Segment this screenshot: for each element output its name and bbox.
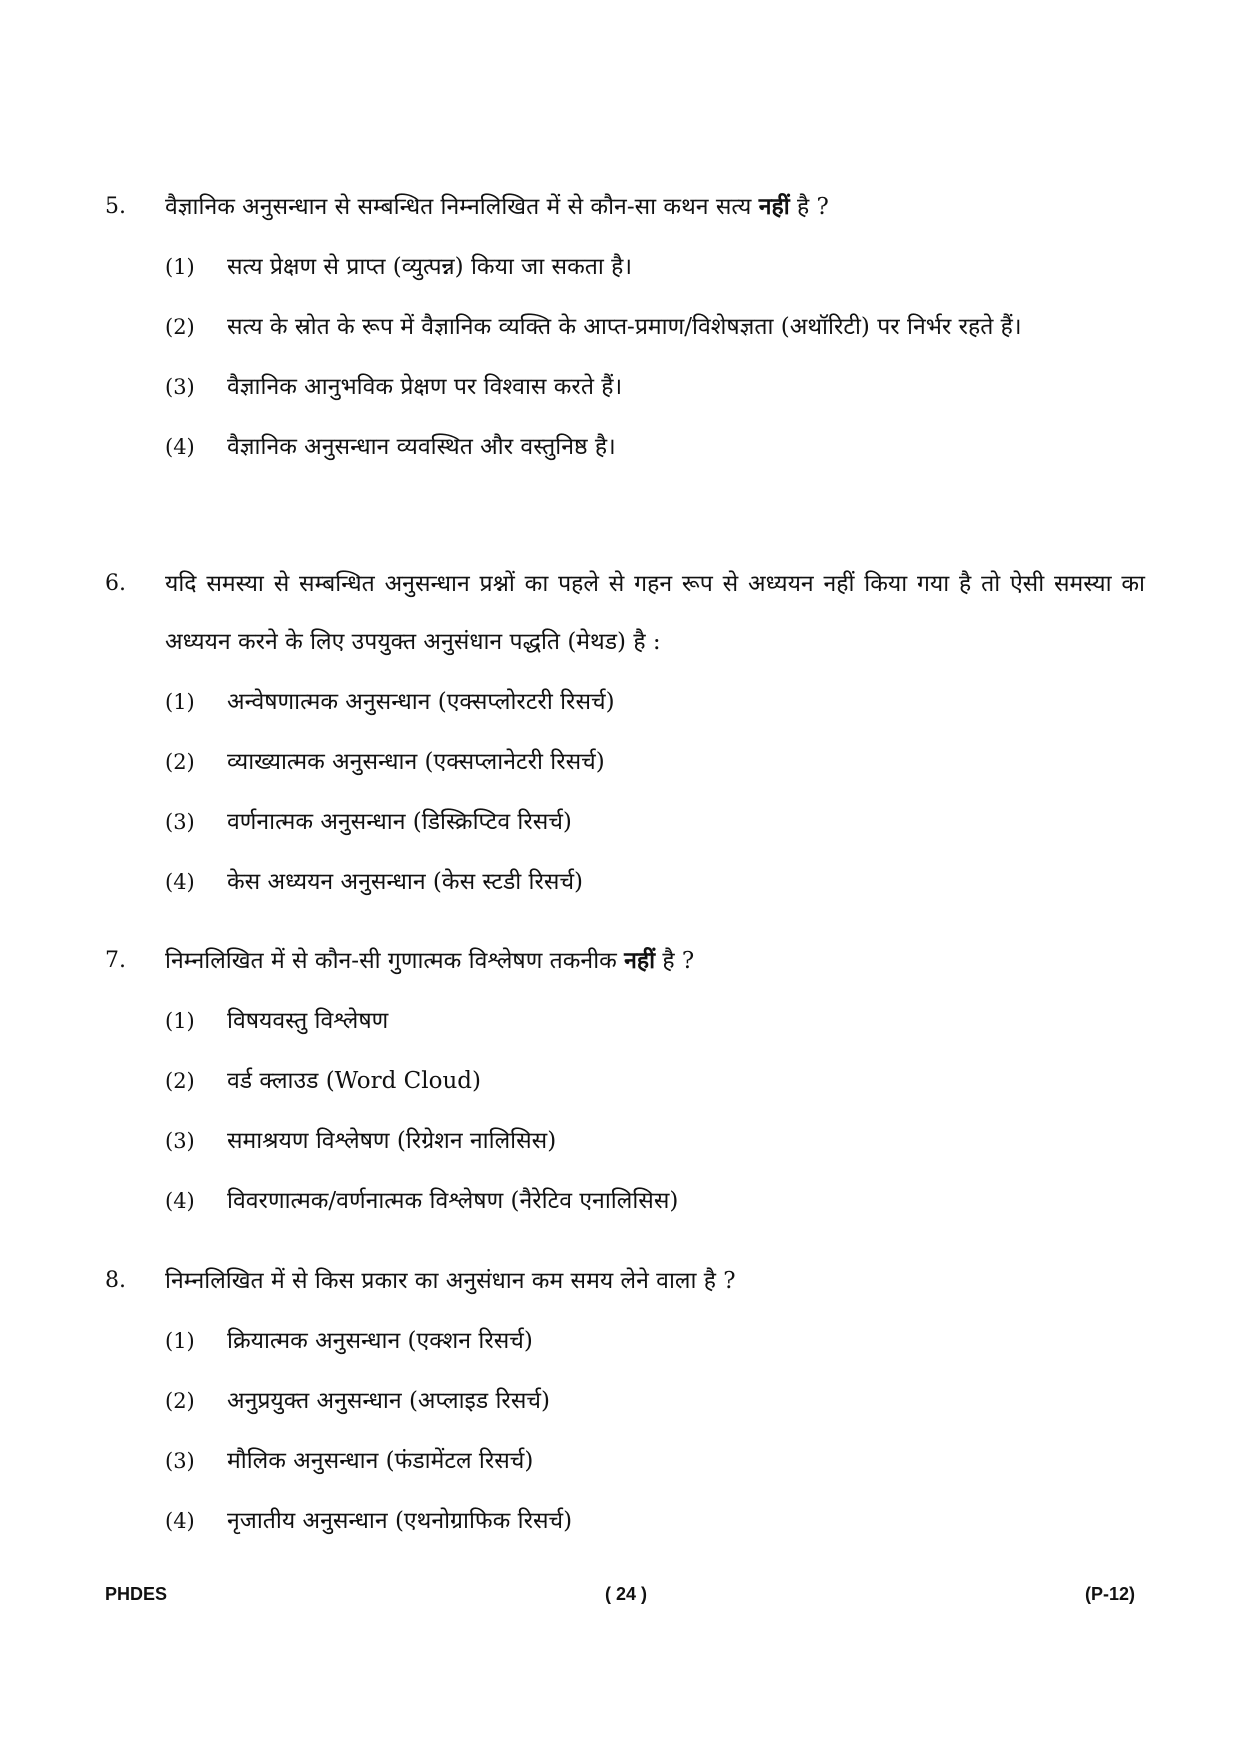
option-number: (3) — [165, 1129, 195, 1153]
page-footer — [105, 1584, 1135, 1605]
option — [165, 1312, 1145, 1370]
page-number: ( 24 ) — [604, 1584, 647, 1604]
option-list — [165, 238, 1145, 476]
question-stem — [105, 932, 1145, 990]
option-number: (1) — [165, 255, 195, 279]
option-text: वर्ड क्लाउड (Word Cloud) — [227, 1068, 481, 1094]
question-text — [165, 555, 1145, 671]
option-text: समाश्रयण विश्लेषण (रिग्रेशन नालिसिस) — [227, 1128, 557, 1154]
question-stem — [105, 178, 1145, 236]
question-text-end: है ? — [789, 194, 829, 220]
option — [165, 793, 1145, 851]
option-number: (2) — [165, 750, 195, 774]
question-5 — [105, 178, 1145, 476]
question-number: 6. — [105, 571, 126, 596]
option-number: (2) — [165, 1389, 195, 1413]
option-text: सत्य प्रेक्षण से प्राप्त (व्युत्पन्न) किया जा सकता है। — [227, 254, 633, 280]
question-stem — [105, 1252, 1145, 1310]
question-text — [165, 1252, 1145, 1310]
option-text: मौलिक अनुसन्धान (फंडामेंटल रिसर्च) — [227, 1448, 534, 1474]
option-list — [165, 673, 1145, 911]
option-text: सत्य के स्रोत के रूप में वैज्ञानिक व्यक्ति के आप्त-प्रमाण/विशेषज्ञता (अथॉरिटी) पर निर्भर रहते हैं। — [227, 314, 1022, 340]
question-text-start: निम्नलिखित में से कौन-सी गुणात्मक विश्लेषण तकनीक — [165, 948, 625, 974]
option-text: क्रियात्मक अनुसन्धान (एक्शन रिसर्च) — [227, 1328, 533, 1354]
question-6 — [105, 555, 1145, 911]
question-number: 8. — [105, 1268, 126, 1293]
option — [165, 1372, 1145, 1430]
option — [165, 1492, 1145, 1550]
question-7 — [105, 932, 1145, 1230]
option-number: (3) — [165, 375, 195, 399]
question-text-start: वैज्ञानिक अनुसन्धान से सम्बन्धित निम्नलिखित में से कौन-सा कथन सत्य — [165, 194, 759, 220]
option-number: (4) — [165, 1509, 195, 1533]
option-text: अनुप्रयुक्त अनुसन्धान (अप्लाइड रिसर्च) — [227, 1388, 550, 1414]
option-number: (3) — [165, 1449, 195, 1473]
question-text-emphasis: नहीं — [624, 947, 656, 974]
footer-series: (P-12) — [1084, 1584, 1135, 1604]
option — [165, 673, 1145, 731]
option — [165, 418, 1145, 476]
option-text: व्याख्यात्मक अनुसन्धान (एक्सप्लानेटरी रिसर्च) — [227, 749, 605, 775]
question-stem — [105, 555, 1145, 671]
option-text: वैज्ञानिक अनुसन्धान व्यवस्थित और वस्तुनिष्ठ है। — [227, 434, 616, 460]
option-number: (1) — [165, 1009, 195, 1033]
option-text: वैज्ञानिक आनुभविक प्रेक्षण पर विश्वास करते हैं। — [227, 374, 623, 400]
option-number: (3) — [165, 810, 195, 834]
question-8 — [105, 1252, 1145, 1550]
question-text-start: निम्नलिखित में से किस प्रकार का अनुसंधान कम समय लेने वाला है ? — [165, 1268, 736, 1294]
option — [165, 992, 1145, 1050]
footer-code: PHDES — [105, 1584, 168, 1604]
option-text: विवरणात्मक/वर्णनात्मक विश्लेषण (नैरेटिव एनालिसिस) — [227, 1188, 679, 1214]
option — [165, 733, 1145, 791]
option — [165, 298, 1145, 356]
option — [165, 358, 1145, 416]
option-number: (4) — [165, 1189, 195, 1213]
option — [165, 1172, 1145, 1230]
option-text: विषयवस्तु विश्लेषण — [227, 1008, 389, 1034]
question-text — [165, 932, 1145, 990]
question-text-emphasis: नहीं — [758, 193, 790, 220]
option — [165, 1112, 1145, 1170]
question-number: 5. — [105, 194, 126, 219]
option — [165, 1052, 1145, 1110]
option-list — [165, 992, 1145, 1230]
option-text: अन्वेषणात्मक अनुसन्धान (एक्सप्लोरटरी रिसर्च) — [227, 689, 615, 715]
option-number: (4) — [165, 870, 195, 894]
question-text-end: है ? — [655, 948, 695, 974]
option — [165, 1432, 1145, 1490]
option-number: (2) — [165, 1069, 195, 1093]
question-text — [165, 178, 1145, 236]
option-number: (2) — [165, 315, 195, 339]
question-text-start: यदि समस्या से सम्बन्धित अनुसन्धान प्रश्नों का पहले से गहन रूप से अध्ययन नहीं किया गया है तो ऐसी समस्या का अध्ययन करने के लिए उपयुक्त अनुसंधान पद्धति (मेथड) है : — [165, 571, 1145, 655]
option-text: नृजातीय अनुसन्धान (एथनोग्राफिक रिसर्च) — [227, 1508, 573, 1534]
option-number: (4) — [165, 435, 195, 459]
option-text: वर्णनात्मक अनुसन्धान (डिस्क्रिप्टिव रिसर्च) — [227, 809, 572, 835]
option — [165, 238, 1145, 296]
question-number: 7. — [105, 948, 126, 973]
option-text: केस अध्ययन अनुसन्धान (केस स्टडी रिसर्च) — [227, 869, 584, 895]
option — [165, 853, 1145, 911]
option-number: (1) — [165, 690, 195, 714]
option-list — [165, 1312, 1145, 1550]
option-number: (1) — [165, 1329, 195, 1353]
